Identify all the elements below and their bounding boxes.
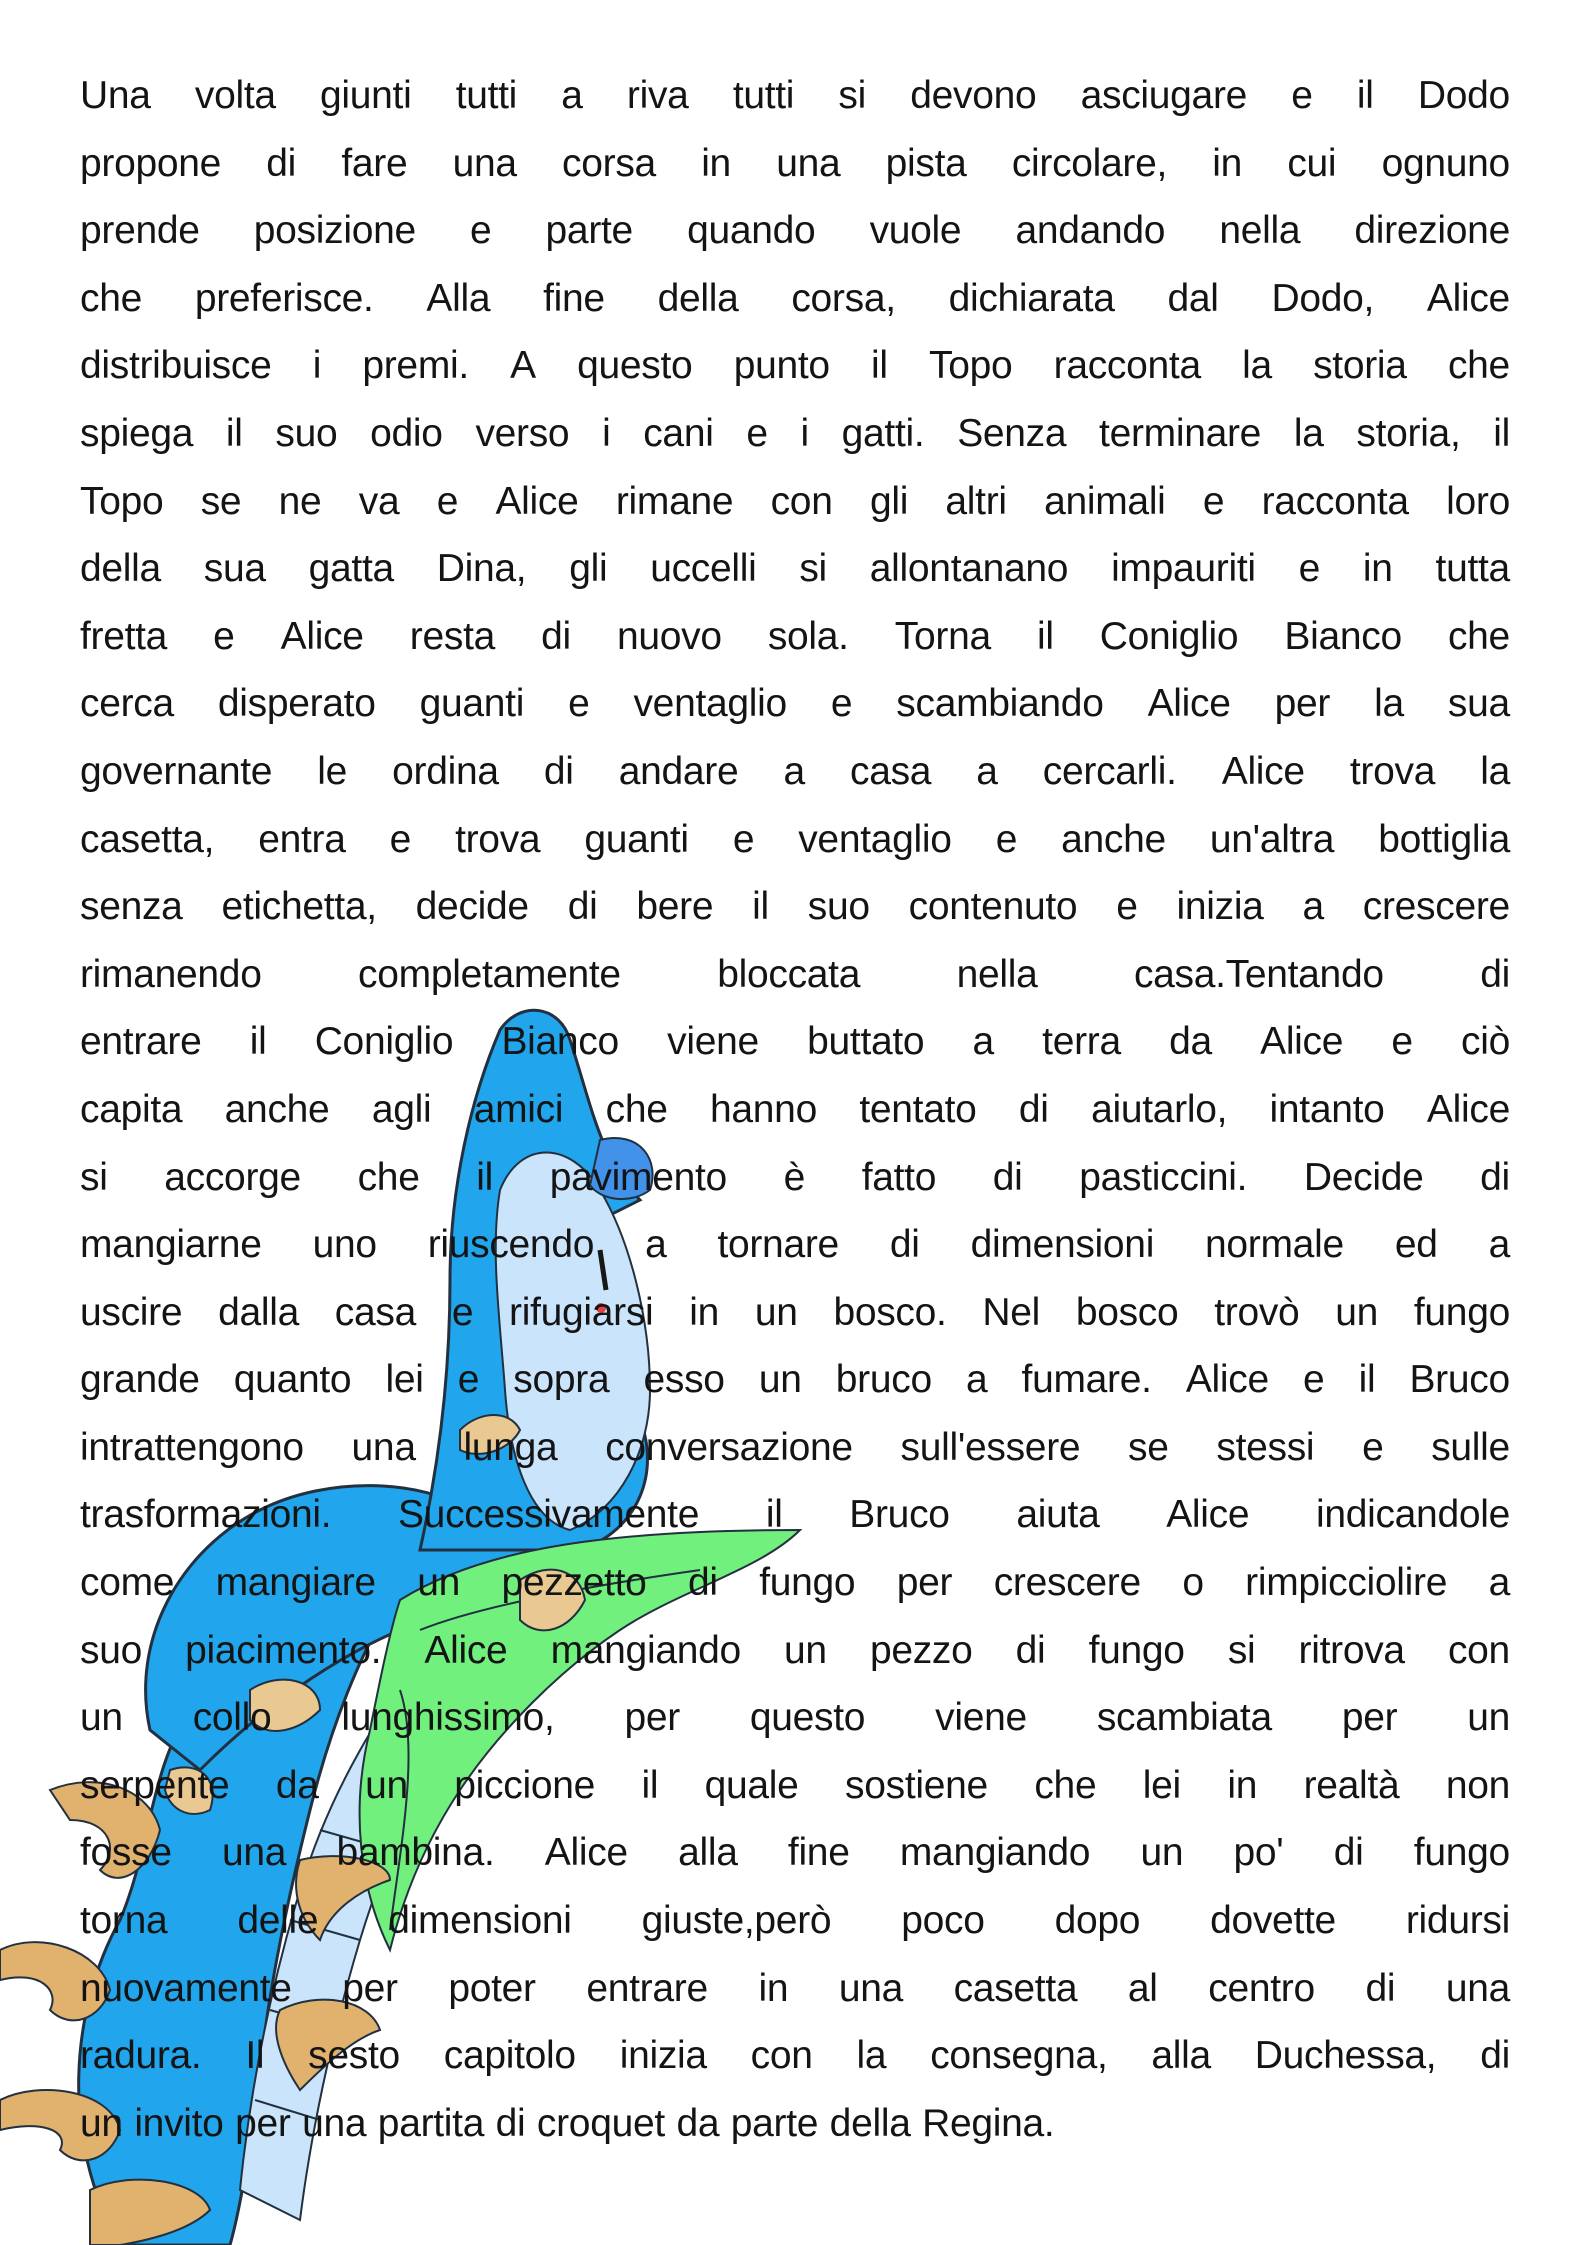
text-line: fosse una bambina. Alice alla fine mangiando un po' di fungo xyxy=(80,1831,1510,1875)
text-line: grande quanto lei e sopra esso un bruco a fumare. Alice e il Bruco xyxy=(80,1358,1510,1402)
text-line: della sua gatta Dina, gli uccelli si allontanano impauriti e in tutta xyxy=(80,547,1510,591)
text-line: torna delle dimensioni giuste,però poco dopo dovette ridursi xyxy=(80,1899,1510,1943)
text-line: come mangiare un pezzetto di fungo per crescere o rimpicciolire a xyxy=(80,1561,1510,1605)
text-line-last: un invito per una partita di croquet da parte della Regina. xyxy=(80,2101,1055,2145)
text-line: trasformazioni. Successivamente il Bruco aiuta Alice indicandole xyxy=(80,1493,1510,1537)
body-paragraph xyxy=(80,62,1510,2157)
text-line: spiega il suo odio verso i cani e i gatti. Senza terminare la storia, il xyxy=(80,411,1510,455)
text-line: distribuisce i premi. A questo punto il Topo racconta la storia che xyxy=(80,344,1510,388)
text-line: Topo se ne va e Alice rimane con gli altri animali e racconta loro xyxy=(80,479,1510,523)
text-line: entrare il Coniglio Bianco viene buttato a terra da Alice e ciò xyxy=(80,1020,1510,1064)
text-line: casetta, entra e trova guanti e ventaglio e anche un'altra bottiglia xyxy=(80,817,1510,861)
text-line: governante le ordina di andare a casa a cercarli. Alice trova la xyxy=(80,749,1510,793)
text-line: si accorge che il pavimento è fatto di pasticcini. Decide di xyxy=(80,1155,1510,1199)
text-line: rimanendo completamente bloccata nella casa.Tentando di xyxy=(80,952,1510,996)
text-line: intrattengono una lunga conversazione sull'essere se stessi e sulle xyxy=(80,1425,1510,1469)
text-line: nuovamente per poter entrare in una casetta al centro di una xyxy=(80,1966,1510,2010)
text-line: che preferisce. Alla fine della corsa, dichiarata dal Dodo, Alice xyxy=(80,276,1510,320)
text-line: suo piacimento. Alice mangiando un pezzo di fungo si ritrova con xyxy=(80,1628,1510,1672)
text-line: serpente da un piccione il quale sostiene che lei in realtà non xyxy=(80,1763,1510,1807)
text-line: mangiarne uno riuscendo a tornare di dimensioni normale ed a xyxy=(80,1223,1510,1267)
text-line: propone di fare una corsa in una pista circolare, in cui ognuno xyxy=(80,141,1510,185)
text-line: un collo lunghissimo, per questo viene scambiata per un xyxy=(80,1696,1510,1740)
text-line: senza etichetta, decide di bere il suo contenuto e inizia a crescere xyxy=(80,885,1510,929)
text-line: prende posizione e parte quando vuole andando nella direzione xyxy=(80,209,1510,253)
text-line: cerca disperato guanti e ventaglio e scambiando Alice per la sua xyxy=(80,682,1510,726)
text-line: fretta e Alice resta di nuovo sola. Torna il Coniglio Bianco che xyxy=(80,614,1510,658)
text-line: capita anche agli amici che hanno tentato di aiutarlo, intanto Alice xyxy=(80,1087,1510,1131)
text-line: radura. Il sesto capitolo inizia con la consegna, alla Duchessa, di xyxy=(80,2034,1510,2078)
text-line: Una volta giunti tutti a riva tutti si devono asciugare e il Dodo xyxy=(80,74,1510,117)
text-line: uscire dalla casa e rifugiarsi in un bosco. Nel bosco trovò un fungo xyxy=(80,1290,1510,1334)
